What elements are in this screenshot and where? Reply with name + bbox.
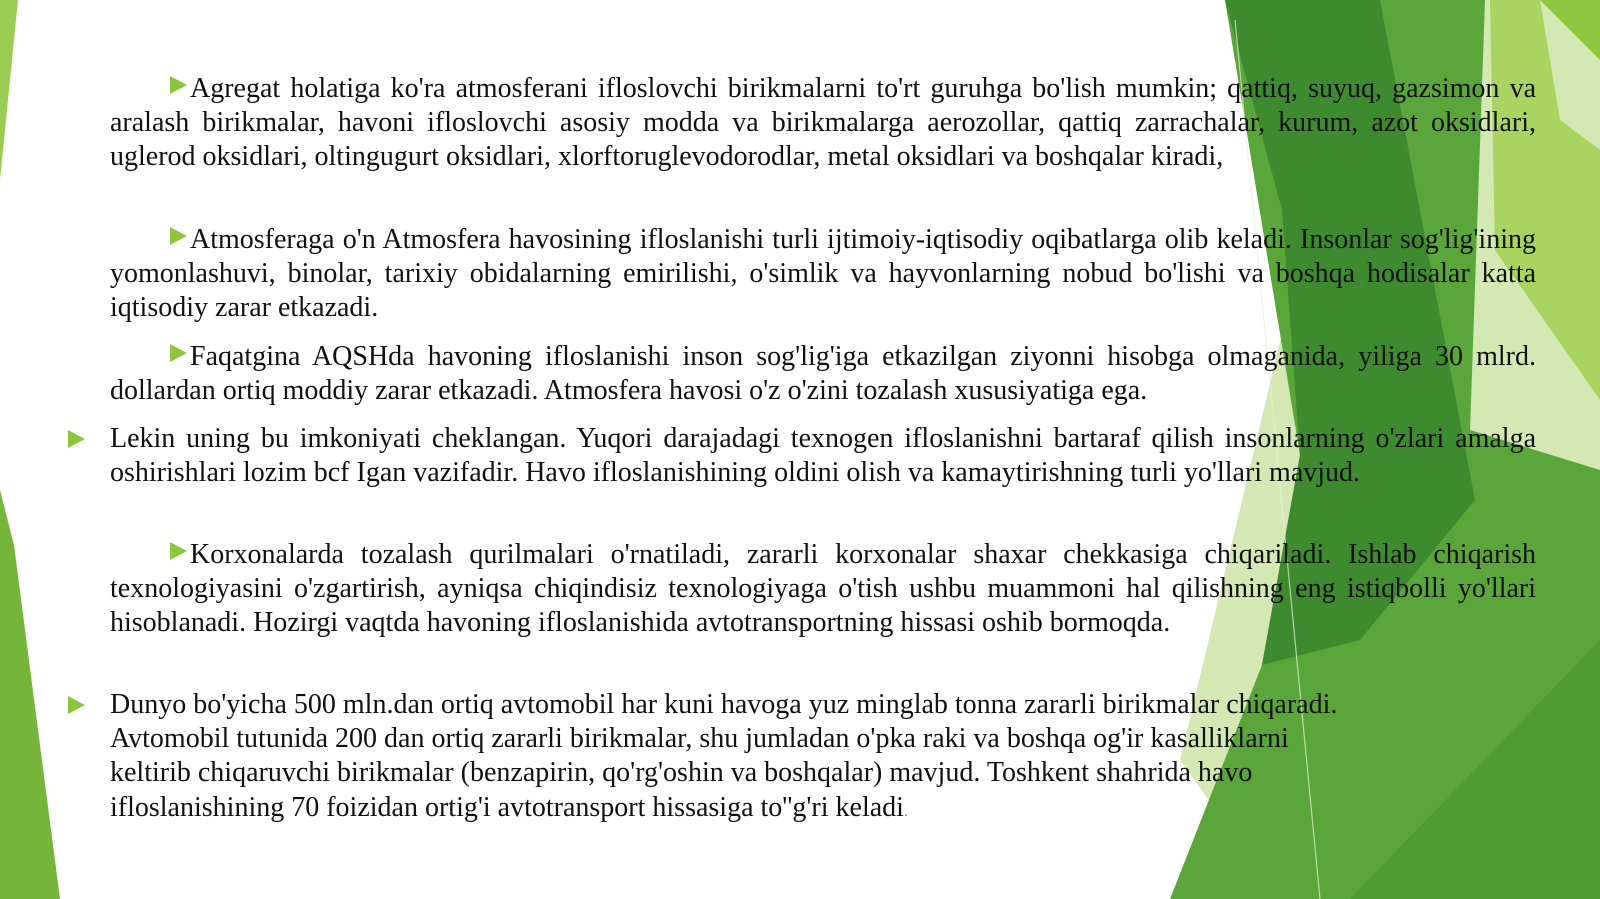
- paragraph-line: keltirib chiqaruvchi birikmalar (benzapirin, qo'rg'oshin va boshqalar) mavjud. Toshkent shahrida havo: [110, 757, 1253, 789]
- bullet-arrow-icon: [170, 344, 187, 362]
- paragraph-text: Lekin uning bu imkoniyati cheklangan. Yuqori darajadagi texnogen ifloslanishni bartaraf qilish insonlarning o'zlari amalga oshirishlari lozim bcf Igan vazifadir. Havo ifloslanishining oldini olish va kamaytirishning turli yo'llari mavjud.: [110, 423, 1536, 489]
- paragraph-text: Faqatgina AQSHda havoning ifloslanishi inson sog'lig'iga etkazilgan ziyonni hisobga olmaganida, yiliga 30 mlrd. dollardan ortiq moddiy zarar etkazadi. Atmosfera havosi o'z o'zini tozalash xususiyatiga ega.: [110, 341, 1536, 407]
- bullet-arrow-icon: [170, 227, 187, 245]
- bullet-arrow-icon: [68, 430, 85, 448]
- bullet-arrow-icon: [68, 696, 85, 714]
- paragraph-line: Avtomobil tutunida 200 dan ortiq zararli birikmalar, shu jumladan o'pka raki va boshqa og'ir kasalliklarni: [110, 723, 1289, 755]
- paragraph-text: Korxonalarda tozalash qurilmalari o'rnatiladi, zararli korxonalar shaxar chekkasiga chiqariladi. Ishlab chiqarish texnologiyasini o'zgartirish, ayniqsa chiqindisiz texnologiyaga o'tish ushbu muammoni hal qilishning eng istiqbolli yo'llari hisoblanadi. Hozirgi vaqtda havoning ifloslanishida avtotransportning hissasi oshib bormoqda.: [110, 539, 1536, 639]
- trailing-period: .: [903, 802, 908, 820]
- paragraph-treatment-facilities: [110, 538, 1536, 641]
- bullet-arrow-icon: [170, 542, 187, 560]
- paragraph-line: ifloslanishining 70 foizidan ortig'i avtotransport hissasiga to''g'ri keladi: [110, 791, 904, 823]
- paragraph-aggregate-state: [110, 72, 1536, 175]
- bullet-arrow-icon: [170, 76, 187, 94]
- paragraph-text: Atmosferaga o'n Atmosfera havosining ifloslanishi turli ijtimoiy-iqtisodiy oqibatlarga olib keladi. Insonlar sog'lig'ining yomonlashuvi, binolar, tarixiy obidalarning emirilishi, o'simlik va hayvonlarning nobud bo'lishi va boshqa hodisalar katta iqtisodiy zarar etkazadi.: [110, 224, 1536, 324]
- paragraph-atmosphere-consequences: [110, 223, 1536, 326]
- paragraph-usa-damage: [110, 340, 1536, 408]
- paragraph-line: Dunyo bo'yicha 500 mln.dan ortiq avtomobil har kuni havoga yuz minglab tonna zararli birikmalar chiqaradi.: [110, 689, 1338, 720]
- paragraph-text: Agregat holatiga ko'ra atmosferani ifloslovchi birikmalarni to'rt guruhga bo'lish mumkin; qattiq, suyuq, gazsimon va aralash birikmalar, havoni ifloslovchi asosiy modda va birikmalarga aerozollar, qattiq zarrachalar, kurum, azot oksidlari, uglerod oksidlari, oltingugurt oksidlari, xlorftoruglevodorodlar, metal oksidlari va boshqalar kiradi,: [110, 73, 1536, 173]
- paragraph-automobile-emissions: [110, 688, 1536, 829]
- paragraph-limited-capacity: [110, 422, 1536, 490]
